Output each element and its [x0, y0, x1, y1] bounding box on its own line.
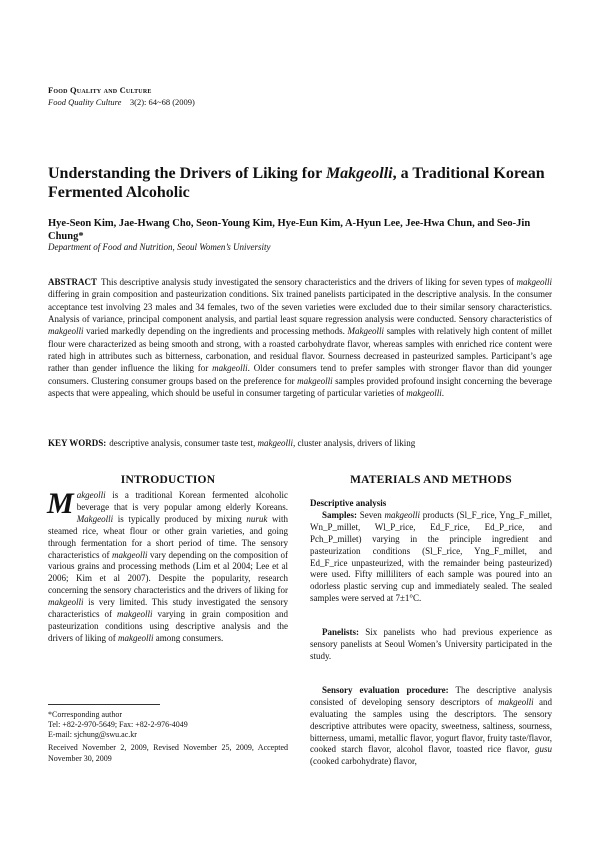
abstract-label: ABSTRACT [48, 277, 98, 287]
introduction-heading: INTRODUCTION [120, 474, 216, 486]
footnote-divider [48, 704, 160, 705]
article-title: Understanding the Drivers of Liking for Makgeolli, a Traditional Korean Fermented Alcoholic [48, 165, 545, 201]
corresponding-author-footnote: *Corresponding author Tel: +82-2-970-5649; Fax: +82-2-976-4049 E-mail: sjchung@swu.ac.kr [48, 710, 188, 739]
methods-heading: MATERIALS AND METHODS [350, 474, 512, 486]
keywords: KEY WORDS: descriptive analysis, consumer taste test, makgeolli, cluster analysis, drivers of liking [48, 438, 416, 448]
descriptive-analysis-subheading: Descriptive analysis [310, 498, 387, 508]
author-list: Hye-Seon Kim, Jae-Hwang Cho, Seon-Young Kim, Hye-Eun Kim, A-Hyun Lee, Jee-Hwa Chun, and Seo-Jin Chung* [48, 218, 531, 242]
sensory-procedure-paragraph: Sensory evaluation procedure: The descriptive analysis consisted of developing sensory descriptors of makgeolli and evaluating the samples using the descriptors. The sensory descriptive attributes were opacity, sweetness, saltiness, sourness, bitterness, umami, metallic flavor, yogurt flavor, fruity taste/flavor, cooked starch flavor, alcohol flavor, toasted rice flavor, gusu (cooked carbohydrate) flavor, [310, 684, 553, 767]
introduction-text: Makgeolli is a traditional Korean fermented alcoholic beverage that is very popular among elderly Koreans. Makgeolli is typically produced by mixing nuruk with steamed rice, wheat flour or other grain varieties, and going through fermentation for a short period of time. The sensory characteristics of makgeolli vary depending on the composition of various grains and processing methods (Lim et al 2004; Lee et al 2006; Kim et al 2007). Despite the popularity, research concerning the sensory characteristics and the drivers of liking for makgeolli is very limited. This study investigated the sensory characteristics of makgeolli varying in grain composition and pasteurization conditions using descriptive analysis and the drivers of liking of makgeolli among consumers. [47, 487, 288, 643]
citation-line [48, 97, 195, 107]
affiliation: Department of Food and Nutrition, Seoul Women’s University [48, 242, 271, 252]
panelists-paragraph: Panelists: Six panelists who had previous experience as sensory panelists at Seoul Women’s University participated in the study. [310, 627, 552, 661]
methods-text [310, 498, 552, 779]
abstract: ABSTRACT This descriptive analysis study investigated the sensory characteristics and the drivers of liking for seven types of makgeolli differing in grain composition and pasteurization conditions. Six trained panelists participated in the descriptive analysis. In the consumer acceptance test involving 23 males and 34 females, two of the seven varieties were excluded due to their similar sensory characteristics. Analysis of variance, principal component analysis, and partial least square regression analysis were conducted. Sensory characteristics of makgeolli varied markedly depending on the ingredients and processing methods. Makgeolli samples with relatively high content of millet flour were characterized as being smooth and strong, with a roasted carbohydrate flavor, whereas samples with enriched rice content were rated high in attributes such as bitterness, carbonation, and residual flavor. Sourness decreased in pasteurized samples. Participant’s age rather than gender influence the liking for makgeolli. Older consumers tend to prefer samples with stronger flavor than did younger consumers. Clustering consumer groups based on the preference for makgeolli samples provided profound insight concerning the beverage aspects that were appealing, which should be useful in consumer targeting of particular varieties of makgeolli. [48, 277, 553, 399]
citation-journal: Food Quality Culture [48, 97, 122, 107]
citation-volume: 3(2): 64~68 (2009) [129, 97, 195, 107]
journal-name: Food Quality and Culture [48, 85, 152, 95]
samples-paragraph: Samples: Seven makgeolli products (Sl_F_rice, Yng_F_millet, Wn_P_millet, Wl_P_rice, Ed_F_rice, Ed_P_rice, and Pch_P_millet) varying in the principle ingredient and pasteurization conditions (Sl_F_rice, Yng_F_millet, and Ed_F_rice unpasteurized, with the remainder being pasteurized) were used. Fifty milliliters of each sample was poured into an odorless plastic serving cup and immediately sealed. The sealed samples were served at 7±1°C. [310, 509, 552, 604]
drop-cap: M [47, 487, 74, 520]
received-dates: Received November 2, 2009, Revised November 25, 2009, Accepted November 30, 2009 [48, 743, 288, 763]
keywords-label: KEY WORDS: [48, 438, 107, 448]
